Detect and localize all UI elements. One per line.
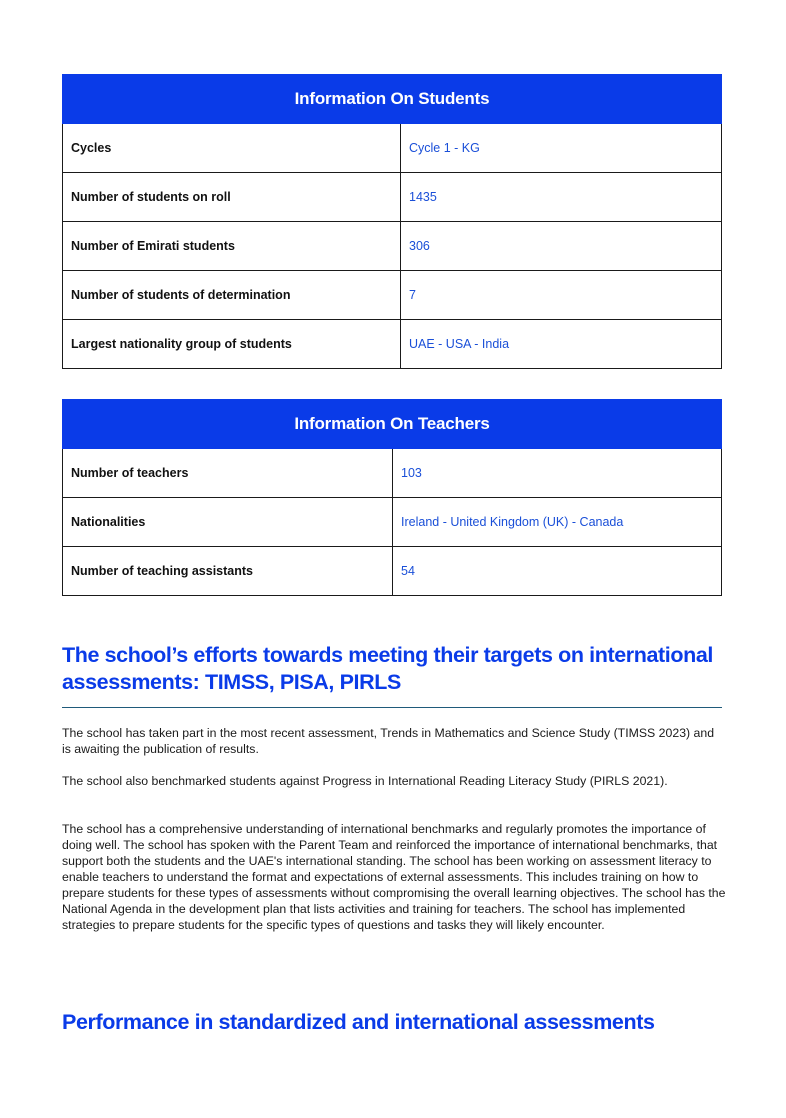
row-value-teaching-assistants: 54 xyxy=(393,547,722,596)
table-row xyxy=(63,173,722,222)
table-row xyxy=(63,498,722,547)
efforts-paragraph-benchmarks: The school has a comprehensive understanding of international benchmarks and regularly promotes the importance of doing well. The school has spoken with the Parent Team and reinforced the importance of international benchmarks, that support both the students and the UAE's international standing. The school has been working on assessment literacy to enable teachers to understand the format and expectations of external assessments. This includes training on how to prepare students for these types of assessments without compromising the overall learning objectives. The school has the National Agenda in the development plan that lists activities and training for teachers. The school has implemented strategies to prepare students for the specific types of questions and tasks they will likely encounter. xyxy=(62,822,726,932)
row-label-nationalities: Nationalities xyxy=(63,498,393,547)
row-value-nationalities: Ireland - United Kingdom (UK) - Canada xyxy=(393,498,722,547)
row-label-largest-nationality: Largest nationality group of students xyxy=(63,320,401,369)
teachers-table-title: Information On Teachers xyxy=(63,400,722,449)
row-label-cycles: Cycles xyxy=(63,124,401,173)
row-label-students-of-determination: Number of students of determination xyxy=(63,271,401,320)
students-table-title: Information On Students xyxy=(63,75,722,124)
row-label-teaching-assistants: Number of teaching assistants xyxy=(63,547,393,596)
row-value-cycles: Cycle 1 - KG xyxy=(401,124,722,173)
teachers-info-table xyxy=(62,399,722,596)
row-value-students-on-roll: 1435 xyxy=(401,173,722,222)
row-value-number-of-teachers: 103 xyxy=(393,449,722,498)
row-value-largest-nationality: UAE - USA - India xyxy=(401,320,722,369)
table-row xyxy=(63,320,722,369)
efforts-paragraph-timss: The school has taken part in the most recent assessment, Trends in Mathematics and Science Study (TIMSS 2023) and is awaiting the publication of results. xyxy=(62,726,715,756)
performance-section-heading: Performance in standardized and international assessments xyxy=(62,1010,655,1034)
row-label-emirati-students: Number of Emirati students xyxy=(63,222,401,271)
row-value-emirati-students: 306 xyxy=(401,222,722,271)
row-label-students-on-roll: Number of students on roll xyxy=(63,173,401,222)
table-row xyxy=(63,222,722,271)
table-row xyxy=(63,449,722,498)
efforts-section-heading: The school’s efforts towards meeting their targets on international assessments: TIMSS, PISA, PIRLS xyxy=(62,643,713,694)
table-row xyxy=(63,271,722,320)
section-divider xyxy=(62,707,722,708)
students-info-table xyxy=(62,74,722,369)
row-value-students-of-determination: 7 xyxy=(401,271,722,320)
row-label-number-of-teachers: Number of teachers xyxy=(63,449,393,498)
table-row xyxy=(63,124,722,173)
efforts-paragraph-pirls: The school also benchmarked students against Progress in International Reading Literacy Study (PIRLS 2021). xyxy=(62,774,668,788)
table-row xyxy=(63,547,722,596)
